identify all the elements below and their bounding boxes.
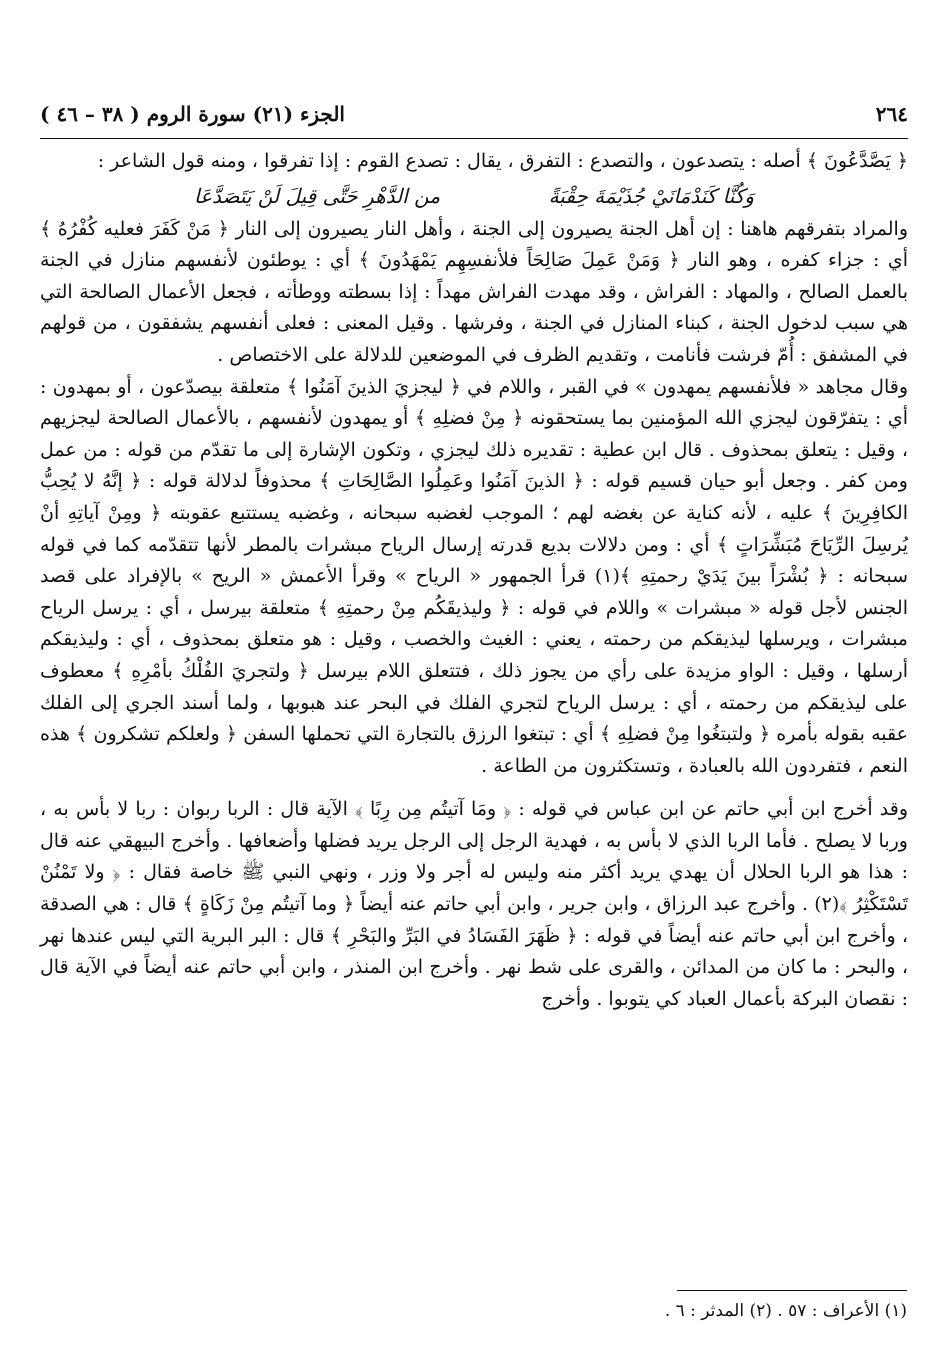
running-title: الجزء (٢١) سورة الروم ( ٣٨ – ٤٦ ) [40,102,345,126]
page-number: ٢٦٤ [875,102,908,126]
poetry-verse [194,178,754,214]
verse-first-hemistich: وَكُنَّا كَنَدْمَانَيْ جُذَيْمَةَ حِقْبَةً [548,183,754,208]
paragraph-mujahid: وقال مجاهد « فلأنفسهم يمهدون » في القبر ، واللام في ﴿ ليجزيَ الذينَ آمَنُوا ﴾ متعلقة بيصدّعون ، أو بمهدون : أي : يتفرّقون ليجزي الله المؤمنين بما يستحقونه ﴿ مِنْ فضلِهِ ﴾ أو يمهدون لأنفسهم ، بالأعمال الصالحة ليجزيهم ، وقيل : يتعلق بمحذوف . قال ابن عطية : تقديره ذلك ليجزي ، وتكون الإشارة إلى ما تقدّم من قوله : من عمل ومن كفر . وجعل أبو حيان قسيم قوله : ﴿ الذينَ آمَنُوا وعَمِلُوا الصَّالِحَاتِ ﴾ محذوفاً لدلالة قوله : ﴿ إنَّهُ لا يُحِبُّ الكافِرِينَ ﴾ عليه ، لأنه كناية عن بغضه لهم ؛ الموجب لغضبه سبحانه ، وغضبه يستتبع عقوبته ﴿ ومِنْ آياتِهِ أنْ يُرسِلَ الرِّيَاحَ مُبَشِّرَاتٍ ﴾ أي : ومن دلالات بديع قدرته إرسال الرياح مبشرات بالمطر لأنها تتقدّمه كما في قوله سبحانه : ﴿ بُشْرَاً بينَ يَدَيْ رحمتِهِ ﴾(١) قرأ الجمهور « الرياح » وقرأ الأعمش « الريح » بالإفراد على قصد الجنس لأجل قوله « مبشرات » واللام في قوله : ﴿ وليذيقَكُم مِنْ رحمتِهِ ﴾ متعلقة بيرسل ، أي : يرسل الرياح مبشرات ، ويرسلها ليذيقكم من رحمته ، يعني : الغيث والخصب ، وقيل : هو متعلق بمحذوف ، أي : وليذيقكم أرسلها ، وقيل : الواو مزيدة على رأي من يجوز ذلك ، فتتعلق اللام بيرسل ﴿ ولتجريَ الفُلْكُ بأمْرِهِ ﴾ معطوف على ليذيقكم من رحمته ، أي : يرسل الرياح لتجري الفلك في البحر عند هبوبها ، ولما أسند الجري إلى الفلك عقبه بقوله بأمره ﴿ ولتبتغُوا مِنْ فضلِهِ ﴾ أي : تبتغوا الرزق بالتجارة التي تحملها السفن ﴿ ولعلكم تشكرون ﴾ هذه النعم ، فتفردون الله بالعبادة ، وتستكثرون من الطاعة . [40,375,908,777]
paragraph-gap [40,782,908,794]
verse-second-hemistich: من الدَّهْرِ حَتَّى قِيلَ لَنْ يَتَصَدَّعَا [194,183,441,208]
header-divider [40,138,908,139]
footnotes: (١) الأعراف : ٥٧ . (٢) المدثر : ٦ . [664,1301,907,1321]
footnote-divider [677,1290,907,1291]
paragraph-athar: وقد أخرج ابن أبي حاتم عن ابن عباس في قوله : ﴿ ومَا آتيتُم مِن رِبًا ﴾ الآية قال : الربا ربوان : ربا لا بأس به ، وربا لا يصلح . فأما الربا الذي لا بأس به ، فهدية الرجل إلى الرجل يريد فضلها وأضعافها . وأخرج البيهقي عنه قال : هذا هو الربا الحلال أن يهدي يريد أكثر منه وليس له أجر ولا وزر ، ونهي النبي ﷺ خاصة فقال : ﴿ ولا تَمْنُنْ تَسْتَكْثِرُ ﴾(٢) . وأخرج عبد الرزاق ، وابن جرير ، وابن أبي حاتم عنه أيضاً ﴿ وما آتيتُم مِنْ زَكَاةٍ ﴾ قال : هي الصدقة ، وأخرج ابن أبي حاتم عنه أيضاً في قوله : ﴿ ظَهَرَ الفَسَادُ في البَرِّ والبَحْرِ ﴾ قال : البر البرية التي ليس عندها نهر ، والبحر : ما كان من المدائن ، والقرى على شط نهر . وأخرج ابن المنذر ، وابن أبي حاتم عنه أيضاً في الآية قال : نقصان البركة بأعمال العباد كي يتوبوا . وأخرج [40,798,908,1010]
running-header [40,100,908,134]
main-text [40,146,908,1015]
paragraph-yassaddaun: ﴿ يَصَّدَّعُونَ ﴾ أصله : يتصدعون ، والتصدع : التفرق ، يقال : تصدع القوم : إذا تفرقوا ، ومنه قول الشاعر : [97,150,908,172]
paragraph-tafarruq: والمراد بتفرقهم هاهنا : إن أهل الجنة يصيرون إلى الجنة ، وأهل النار يصيرون إلى النار ﴿ مَنْ كَفَرَ فعليه كُفْرُهُ ﴾ أي : جزاء كفره ، وهو النار ﴿ وَمَنْ عَمِلَ صَالِحَاً فلأنفسِهِم يَمْهَدُونَ ﴾ أي : يوطئون لأنفسهم منازل في الجنة بالعمل الصالح ، والمهاد : الفراش ، وقد مهدت الفراش مهداً : إذا بسطته ووطأته ، فجعل الأعمال الصالحة التي هي سبب لدخول الجنة ، كبناء المنازل في الجنة ، وفرشها . وقيل المعنى : فعلى أنفسهم يشفقون ، من قولهم في المشفق : أُمّ فرشت فأنامت ، وتقديم الظرف في الموضعين للدلالة على الاختصاص . [40,217,908,366]
